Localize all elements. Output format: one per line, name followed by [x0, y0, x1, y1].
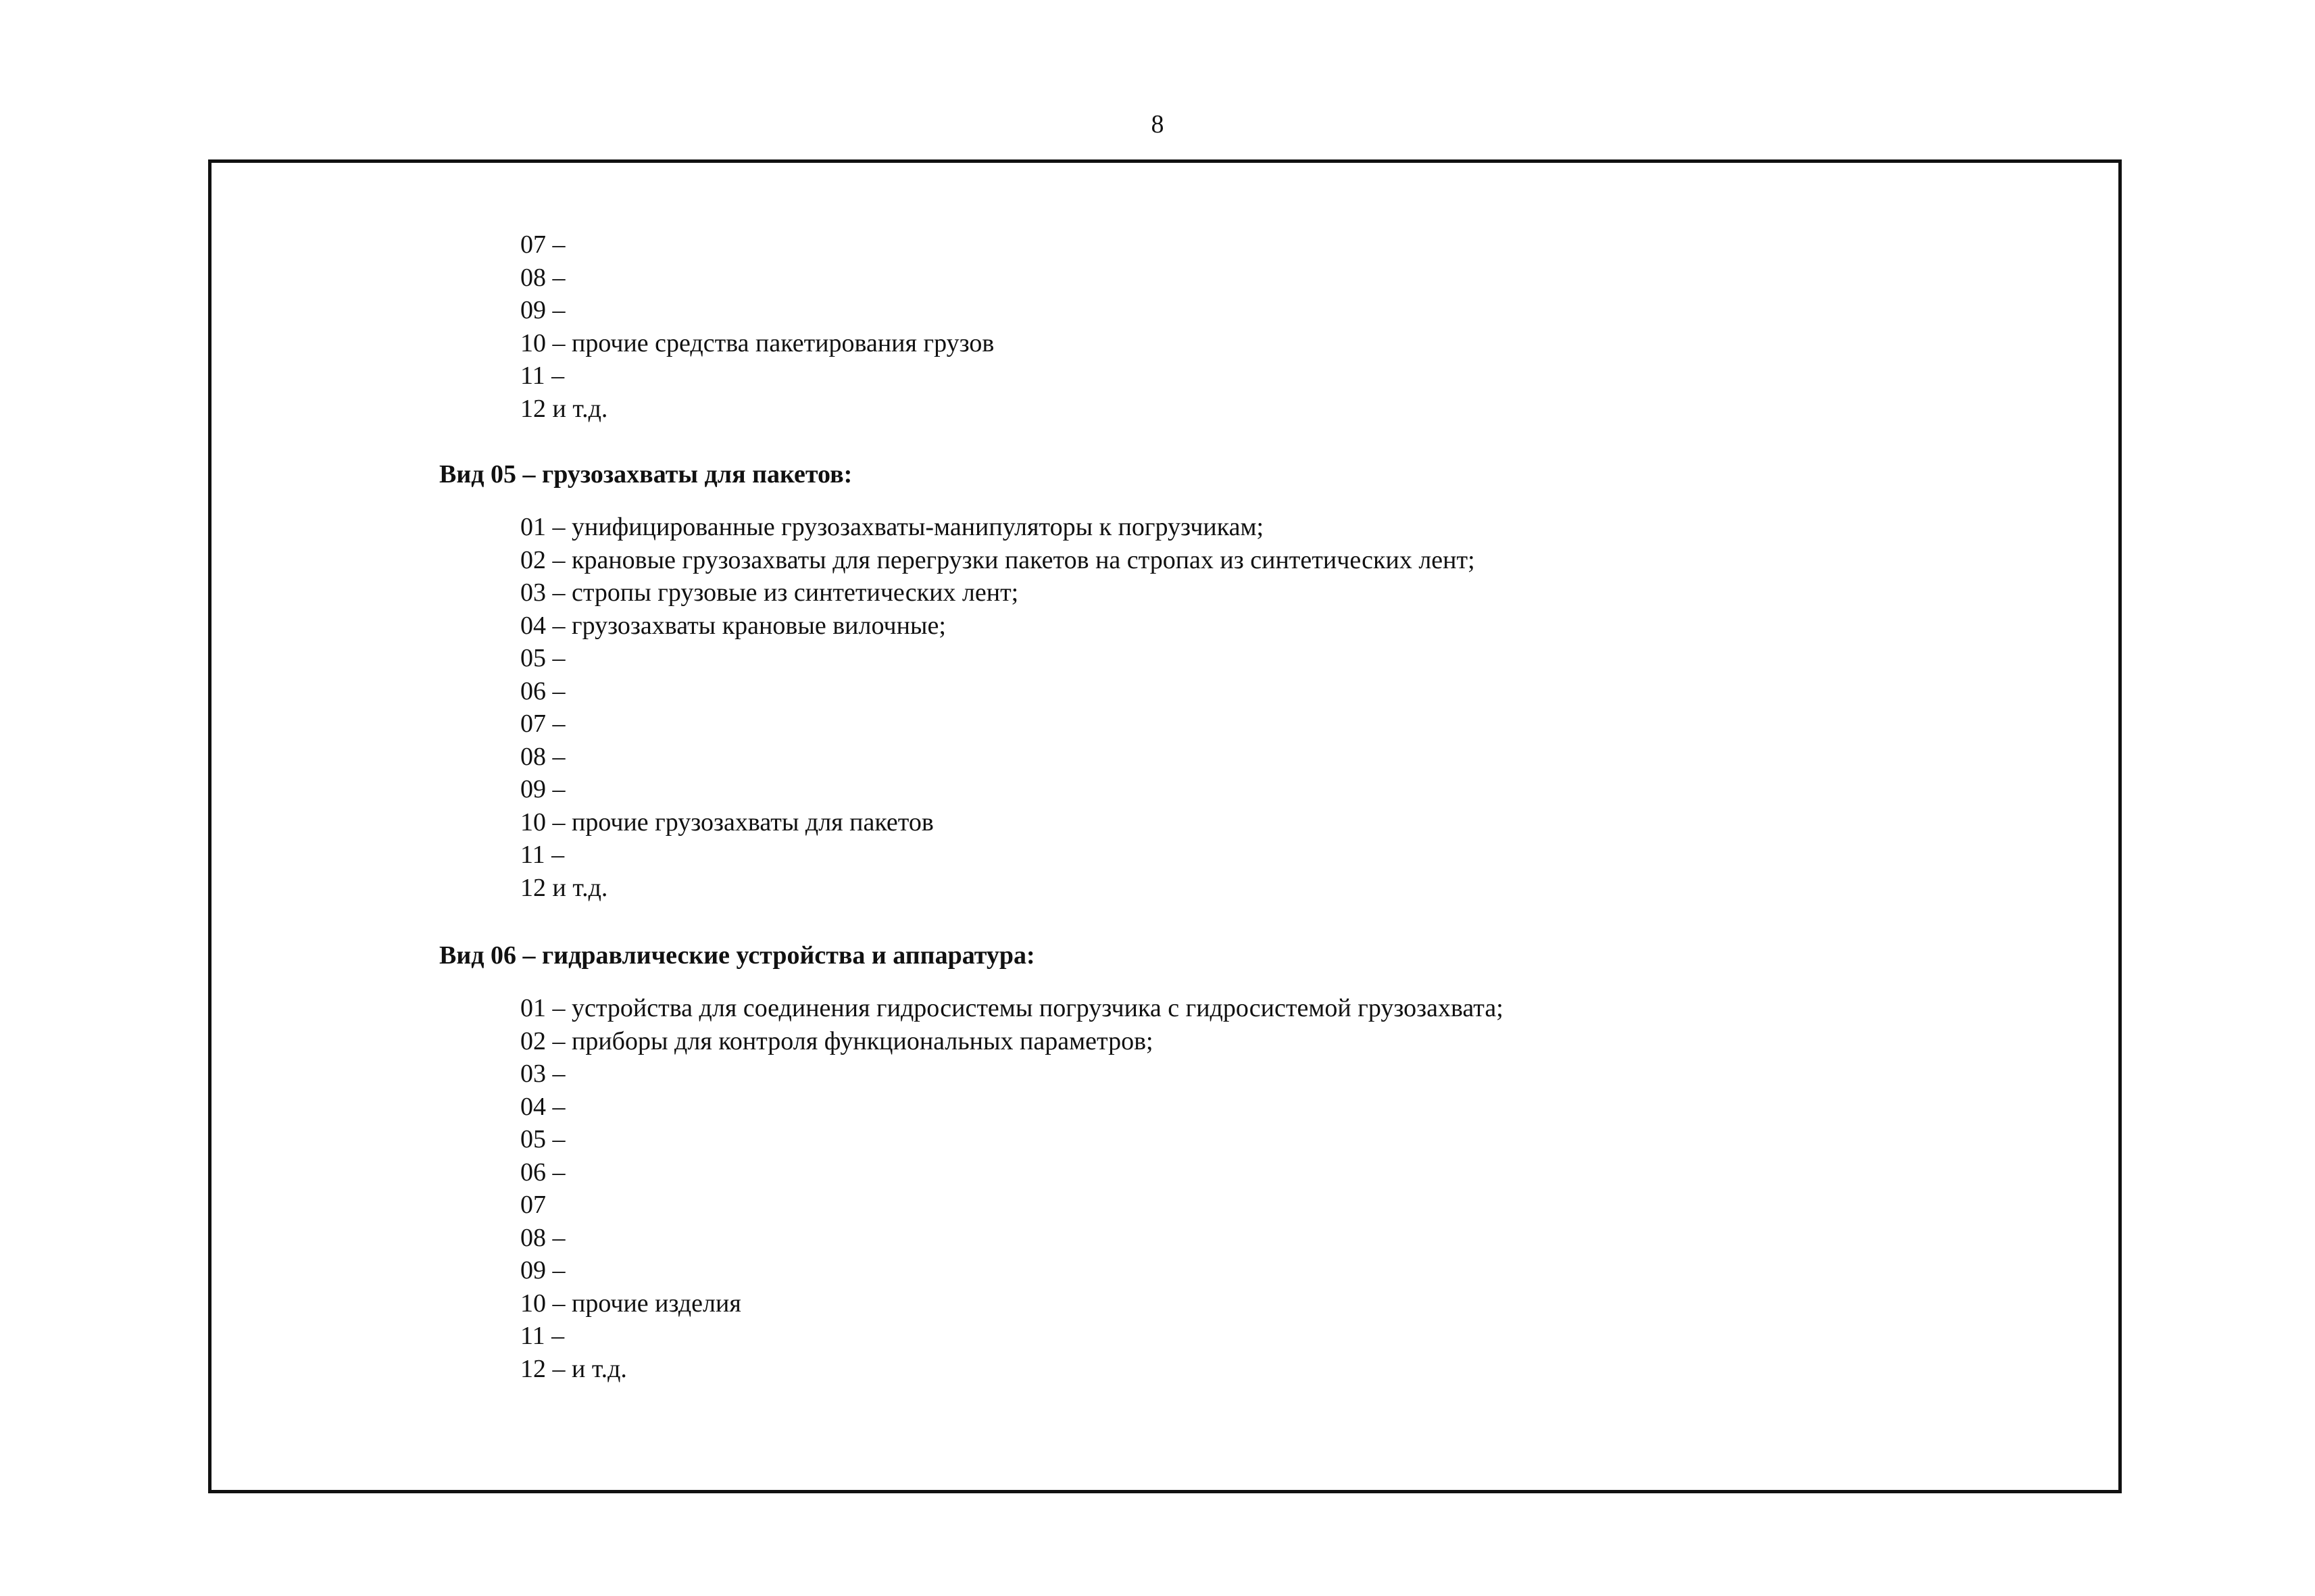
list-item: 06 –	[520, 676, 566, 705]
page-number: 8	[1151, 110, 1164, 139]
section-06-heading: Вид 06 – гидравлические устройства и аппаратура:	[439, 941, 1035, 970]
section-06-list	[520, 992, 1503, 1385]
list-item: 03 –	[520, 1059, 566, 1088]
list-item: 08 –	[520, 742, 566, 771]
list-item: 11 –	[520, 841, 565, 869]
list-item: 10 – прочие средства пакетирования грузов	[520, 328, 995, 357]
list-item: 11 –	[520, 361, 565, 390]
list-item: 08 –	[520, 1223, 566, 1252]
list-item: 10 – прочие грузозахваты для пакетов	[520, 807, 934, 837]
list-item: 12 и т.д.	[520, 873, 608, 902]
list-item: 06 –	[520, 1157, 566, 1187]
section-04-tail-list	[520, 228, 994, 425]
list-item: 04 –	[520, 1092, 566, 1121]
list-item: 02 – крановые грузозахваты для перегрузки пакетов на стропах из синтетических лент;	[520, 545, 1475, 574]
list-item: 07 –	[520, 709, 566, 738]
list-item: 12 – и т.д.	[520, 1354, 627, 1383]
section-05-list	[520, 511, 1475, 904]
list-item: 01 – унифицированные грузозахваты-манипуляторы к погрузчикам;	[520, 513, 1264, 541]
list-item: 02 – приборы для контроля функциональных параметров;	[520, 1026, 1153, 1055]
list-item: 07	[520, 1191, 546, 1219]
list-item: 09 –	[520, 1256, 566, 1285]
list-item: 07 –	[520, 230, 566, 259]
list-item: 05 –	[520, 644, 566, 672]
list-item: 08 –	[520, 263, 566, 292]
list-item: 10 – прочие изделия	[520, 1289, 741, 1318]
list-item: 05 –	[520, 1125, 566, 1153]
section-05-heading: Вид 05 – грузозахваты для пакетов:	[439, 460, 853, 489]
list-item: 04 – грузозахваты крановые вилочные;	[520, 611, 946, 640]
list-item: 01 – устройства для соединения гидросистемы погрузчика с гидросистемой грузозахвата;	[520, 994, 1503, 1022]
list-item: 03 – стропы грузовые из синтетических лент;	[520, 578, 1019, 607]
list-item: 11 –	[520, 1322, 565, 1350]
list-item: 09 –	[520, 775, 566, 803]
list-item: 12 и т.д.	[520, 394, 608, 423]
list-item: 09 –	[520, 296, 566, 324]
